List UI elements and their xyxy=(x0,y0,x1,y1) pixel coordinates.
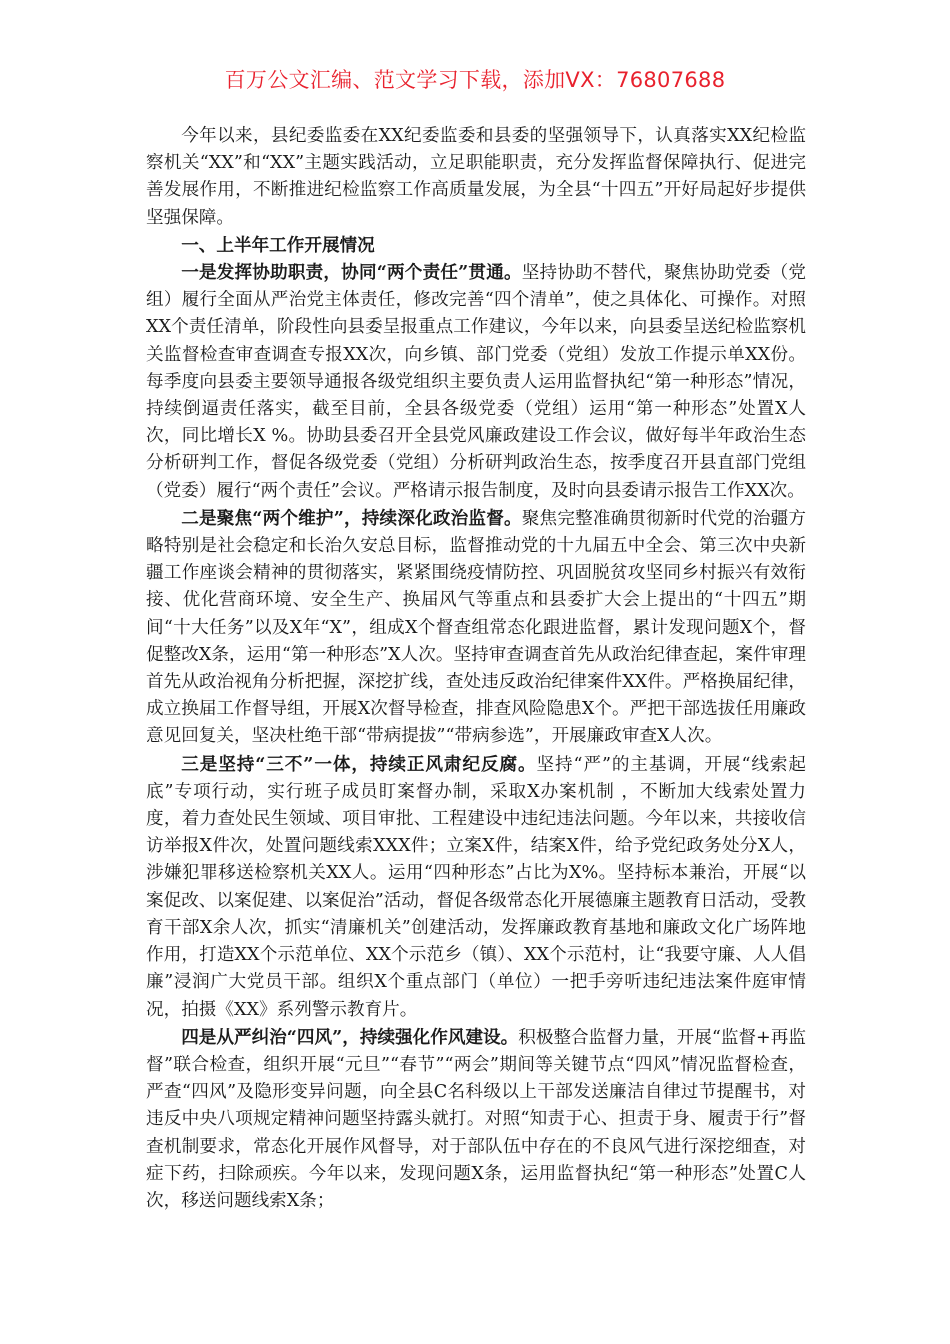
item-text-2: 聚焦完整准确贯彻新时代党的治疆方略特别是社会稳定和长治久安总目标，监督推动党的十九届五中全会、第三次中央新疆工作座谈会精神的贯彻落实，紧紧围绕疫情防控、巩固脱贫攻坚同乡村振兴有效衔接、优化营商环境、安全生产、换届风气等重点和县委扩大会上提出的“十四五”期间“十大任务”以及X年“X”，组成X个督查组常态化跟进监督，累计发现问题X个，督促整改X条，运用“第一种形态”X人次。坚持审查调查首先从政治纪律查起，案件审理首先从政治视角分析把握，深挖扩线，查处违反政治纪律案件XX件。严格换届纪律，成立换届工作督导组，开展X次督导检查，排查风险隐患X个。严把干部选拔任用廉政意见回复关，坚决杜绝干部“带病提拔”“带病参选”，开展廉政审查X人次。 xyxy=(146,508,806,747)
item-lead-2: 二是聚焦“两个维护”，持续深化政治监督。 xyxy=(181,507,522,529)
item-paragraph-2 xyxy=(146,505,806,751)
item-lead-3: 三是坚持“三不”一体，持续正风肃纪反腐。 xyxy=(181,753,537,775)
header-banner: 百万公文汇编、范文学习下载，添加VX：76807688 xyxy=(224,68,726,92)
item-text-4: 积极整合监督力量，开展“监督+再监督”联合检查，组织开展“元旦”“春节”“两会”期间等关键节点“四风”情况监督检查，严查“四风”及隐形变异问题，向全县C名科级以上干部发送廉洁自律过节提醒书，对违反中央八项规定精神问题坚持露头就打。对照“知责于心、担责于身、履责于行”督查机制要求，常态化开展作风督导，对于部队伍中存在的不良风气进行深挖细查，对症下药，扫除顽疾。今年以来，发现问题X条，运用监督执纪“第一种形态”处置C人次，移送问题线索X条； xyxy=(146,1027,806,1211)
section-heading: 一、上半年工作开展情况 xyxy=(181,234,375,256)
document-body xyxy=(146,123,806,1215)
item-paragraph-1 xyxy=(146,259,806,505)
item-paragraph-3 xyxy=(146,751,806,1024)
item-paragraph-4 xyxy=(146,1024,806,1215)
item-lead-4: 四是从严纠治“四风”，持续强化作风建设。 xyxy=(181,1026,519,1048)
item-text-1: 坚持协助不替代，聚焦协助党委（党组）履行全面从严治党主体责任，修改完善“四个清单”，使之具体化、可操作。对照XX个责任清单，阶段性向县委呈报重点工作建议，今年以来，向县委呈送纪检监察机关监督检查审查调查专报XX次，向乡镇、部门党委（党组）发放工作提示单XX份。每季度向县委主要领导通报各级党组织主要负责人运用监督执纪“第一种形态”情况，持续倒逼责任落实，截至目前，全县各级党委（党组）运用“第一种形态”处置X人次，同比增长X %。协助县委召开全县党风廉政建设工作会议，做好每半年政治生态分析研判工作，督促各级党委（党组）分析研判政治生态，按季度召开县直部门党组（党委）履行“两个责任”会议。严格请示报告制度，及时向县委请示报告工作XX次。 xyxy=(146,263,806,501)
item-lead-1: 一是发挥协助职责，协同“两个责任”贯通。 xyxy=(181,262,522,284)
item-text-3: 坚持“严”的主基调，开展“线索起底”专项行动，实行班子成员盯案督办制，采取X办案机制 ，不断加大线索处置力度，着力查处民生领域、项目审批、工程建设中违纪违法问题。今年以来，共接收信访举报X件次，处置问题线索XXX件；立案X件，结案X件，给予党纪政务处分X人，涉嫌犯罪移送检察机关XX人。运用“四种形态”占比为X%。坚持标本兼治，开展“以案促改、以案促建、以案促治”活动，督促各级常态化开展德廉主题教育日活动，受教育干部X余人次，抓实“清廉机关”创建活动，发挥廉政教育基地和廉政文化广场阵地作用，打造XX个示范单位、XX个示范乡（镇）、XX个示范村，让“我要守廉、人人倡廉”浸润广大党员干部。组织X个重点部门（单位）一把手旁听违纪违法案件庭审情况，拍摄《XX》系列警示教育片。 xyxy=(146,754,806,1020)
intro-paragraph: 今年以来，县纪委监委在XX纪委监委和县委的坚强领导下，认真落实XX纪检监察机关“XX”和“XX”主题实践活动，立足职能职责，充分发挥监督保障执行、促进完善发展作用，不断推进纪检监察工作高质量发展，为全县“十四五”开好局起好步提供坚强保障。 xyxy=(146,126,806,228)
